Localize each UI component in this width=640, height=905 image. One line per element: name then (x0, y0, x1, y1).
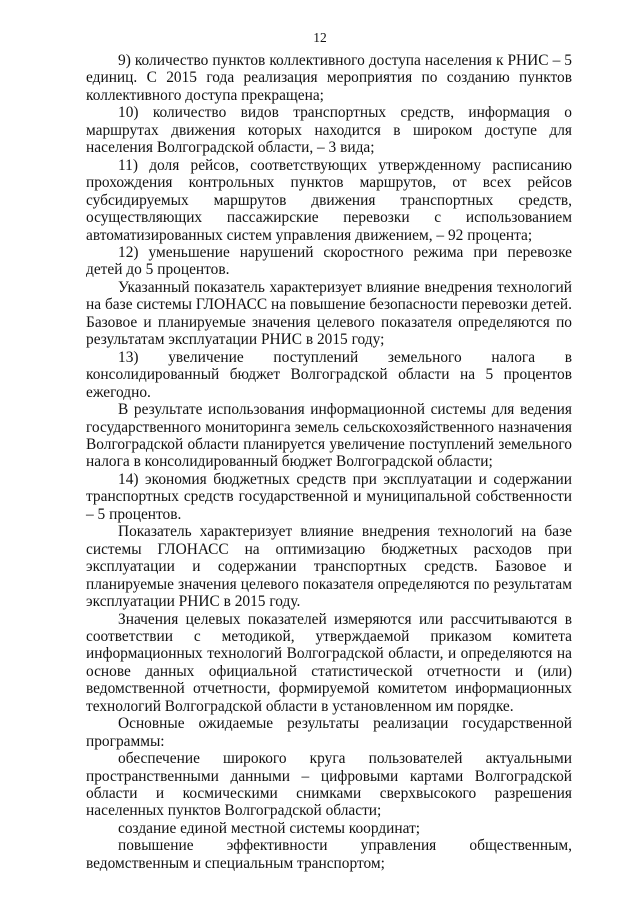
item-14-budget-savings: 14) экономия бюджетных средств при эксплуатации и содержании транспортных средств государственной и муниципальной собственности – 5 процентов. (86, 470, 572, 523)
result-spatial-data: обеспечение широкого круга пользователей актуальными пространственными данными – цифровыми картами Волгоградской области и космическими снимками сверхвысокого разрешения населенных пунктов Волгоградской области; (86, 750, 572, 820)
result-transport-management: повышение эффективности управления общественным, ведомственным и специальным транспортом; (86, 837, 572, 872)
paragraph-child-transport-safety: Указанный показатель характеризует влияние внедрения технологий на базе системы ГЛОНАСС на повышение безопасности перевозки детей. Базовое и планируемые значения целевого показателя определяются по результатам эксплуатации РНИС в 2015 году; (86, 278, 572, 349)
paragraph-indicator-measurement: Значения целевых показателей измеряются или рассчитываются в соответствии с методикой, утверждаемой приказом комитета информационных технологий Волгоградской области, и определяются на основе данных официальной статистической отчетности и (или) ведомственной отчетности, формируемой комитетом информационных технологий Волгоградской области в установленном им порядке. (86, 610, 572, 715)
item-13-land-tax-increase: 13) увеличение поступлений земельного налога в консолидированный бюджет Волгоградской области на 5 процентов ежегодно. (86, 348, 572, 401)
paragraph-expected-results-intro: Основные ожидаемые результаты реализации государственной программы: (86, 715, 572, 750)
item-12-speeding-reduction: 12) уменьшение нарушений скоростного режима при перевозке детей до 5 процентов. (86, 243, 572, 279)
page-number: 12 (313, 30, 327, 45)
item-11-scheduled-trips-share: 11) доля рейсов, соответствующих утвержденному расписанию прохождения контрольных пунктов маршрутов, от всех рейсов субсидируемых маршрутов движения транспортных средств, осуществляющих пассажирские перевозки с использованием автоматизированных систем управления движением, – 92 процента; (86, 156, 572, 244)
result-coordinate-system: создание единой местной системы координат; (118, 819, 421, 837)
document-body (86, 52, 572, 872)
paragraph-glonass-optimization: Показатель характеризует влияние внедрения технологий на базе системы ГЛОНАСС на оптимизацию бюджетных расходов при эксплуатации и содержании транспортных средств. Базовое и планируемые значения целевого показателя определяются по результатам эксплуатации РНИС в 2015 году. (86, 523, 572, 611)
item-10-transport-types: 10) количество видов транспортных средств, информация о маршрутах движения которых находится в широком доступе для населения Волгоградской области, – 3 вида; (86, 104, 572, 157)
item-9-collective-access-points: 9) количество пунктов коллективного доступа населения к РНИС – 5 единиц. С 2015 года реализация мероприятия по созданию пунктов коллективного доступа прекращена; (86, 52, 572, 104)
paragraph-land-monitoring: В результате использования информационной системы для ведения государственного мониторинга земель сельскохозяйственного назначения Волгоградской области планируется увеличение поступлений земельного налога в консолидированный бюджет Волгоградской области; (86, 401, 572, 471)
